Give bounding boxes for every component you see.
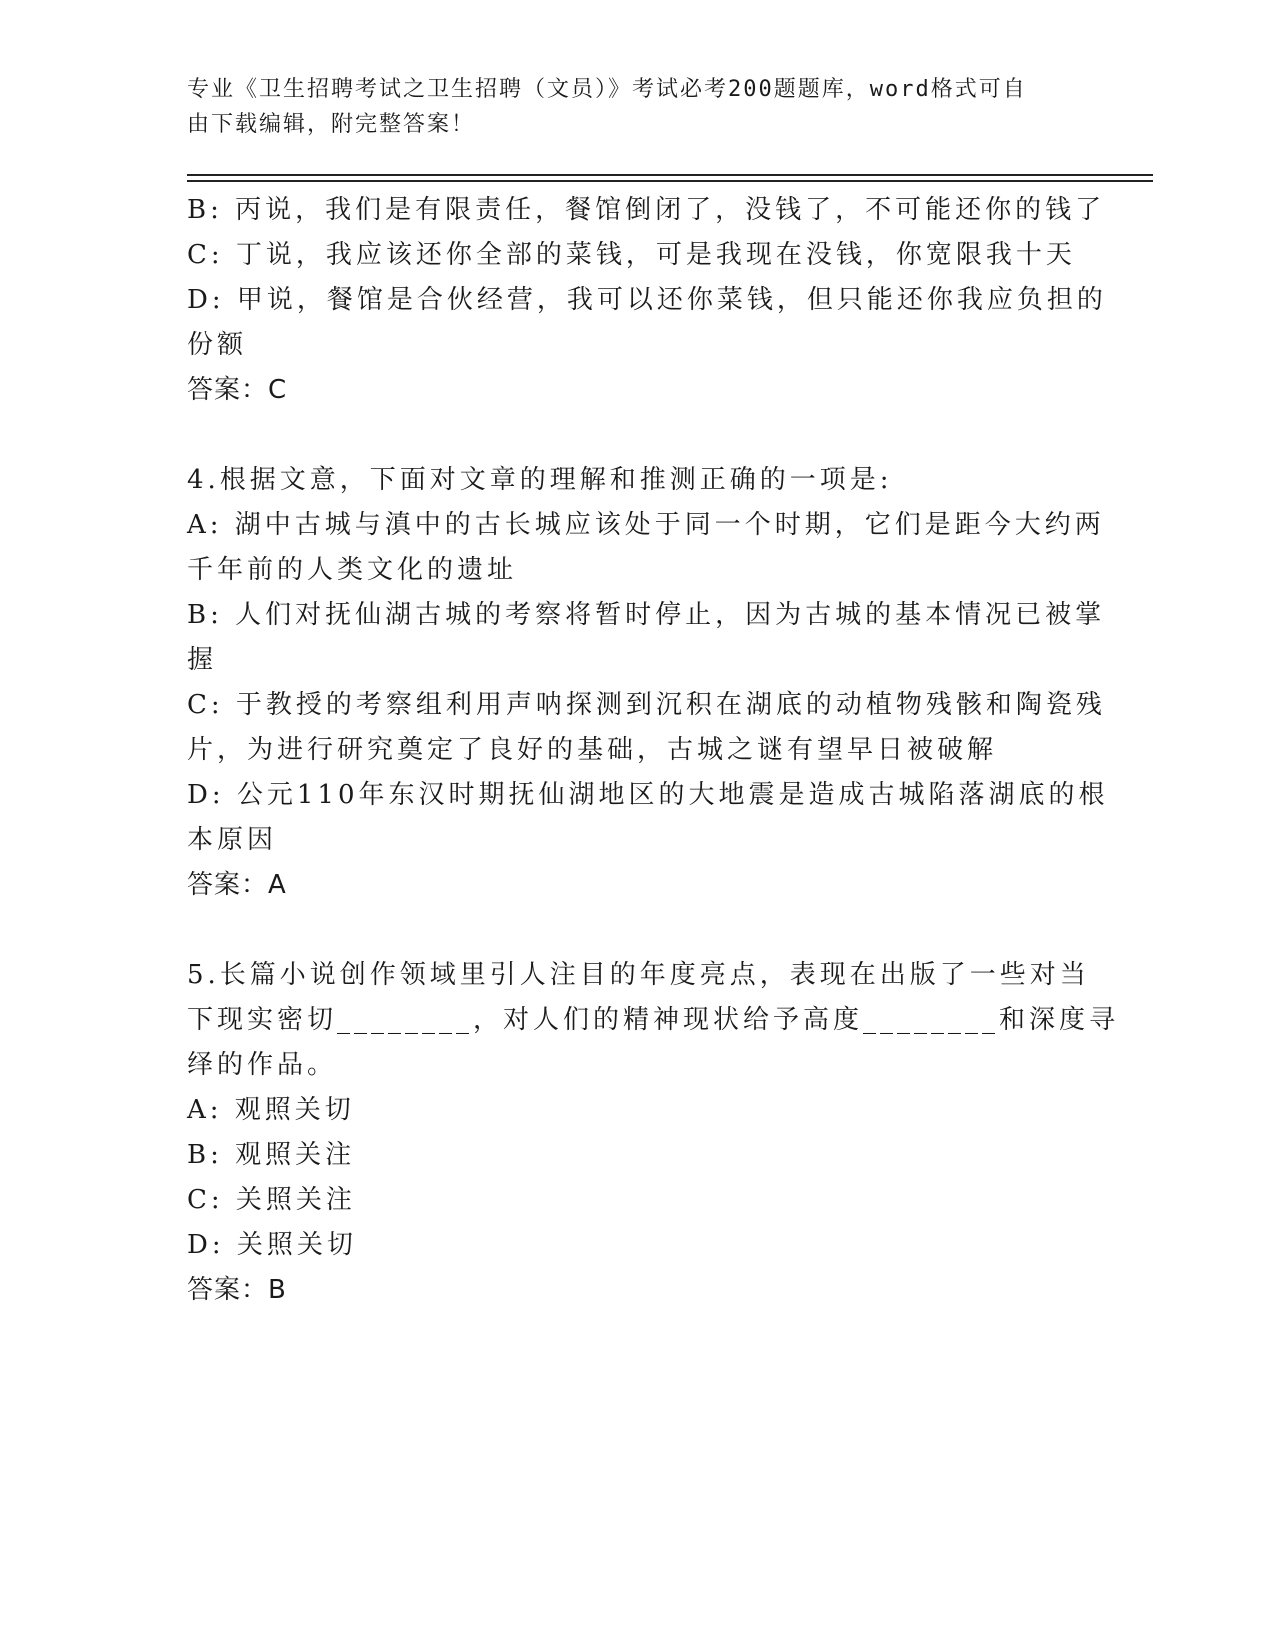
q5-stem-line-1: 5.长篇小说创作领域里引人注目的年度亮点，表现在出版了一些对当 [187,960,1090,990]
spacer [187,908,1072,953]
q3-option-c: C: 丁说，我应该还你全部的菜钱，可是我现在没钱，你宽限我十天 [187,240,1076,270]
q4-answer: 答案：A [187,870,287,900]
question-3-tail [187,188,1107,413]
q4-option-c-line-2: 片，为进行研究奠定了良好的基础，古城之谜有望早日被破解 [187,735,998,765]
question-5 [187,953,1120,1313]
question-content [187,188,1120,1313]
q4-option-b-line-1: B: 人们对抚仙湖古城的考察将暂时停止，因为古城的基本情况已被掌 [187,600,1106,630]
q5-stem-line-3: 绎的作品。 [187,1050,338,1080]
spacer [187,413,1072,458]
header-title-line-1: 专业《卫生招聘考试之卫生招聘（文员）》考试必考200题题库，word格式可自 [187,77,1027,102]
q4-option-a-line-1: A: 湖中古城与滇中的古长城应该处于同一个时期，它们是距今大约两 [187,510,1105,540]
q4-stem: 4.根据文意，下面对文章的理解和推测正确的一项是: [187,465,893,495]
header-divider-top [187,174,1153,176]
q5-option-d: D: 关照关切 [187,1230,357,1260]
q5-option-a: A: 观照关切 [187,1095,355,1125]
q3-option-b: B: 丙说，我们是有限责任，餐馆倒闭了，没钱了，不可能还你的钱了 [187,195,1106,225]
q4-option-d-line-1: D: 公元110年东汉时期抚仙湖地区的大地震是造成古城陷落湖底的根 [187,780,1109,810]
q5-option-c: C: 关照关注 [187,1185,356,1215]
header-title-line-2: 由下载编辑，附完整答案！ [187,112,476,137]
q5-stem-line-2: 下现实密切________，对人们的精神现状给予高度________和深度寻 [187,1005,1120,1035]
q4-option-c-line-1: C: 于教授的考察组利用声呐探测到沉积在湖底的动植物残骸和陶瓷残 [187,690,1106,720]
page-header [187,72,1067,142]
question-4 [187,458,1109,908]
q3-option-d-line-1: D: 甲说，餐馆是合伙经营，我可以还你菜钱，但只能还你我应负担的 [187,285,1107,315]
q4-option-b-line-2: 握 [187,645,218,675]
q5-answer: 答案：B [187,1275,287,1305]
header-divider-bottom [187,180,1153,182]
q4-option-a-line-2: 千年前的人类文化的遗址 [187,555,518,585]
q3-option-d-line-2: 份额 [187,330,248,360]
q3-answer: 答案：C [187,375,288,405]
q4-option-d-line-2: 本原因 [187,825,278,855]
q5-option-b: B: 观照关注 [187,1140,356,1170]
